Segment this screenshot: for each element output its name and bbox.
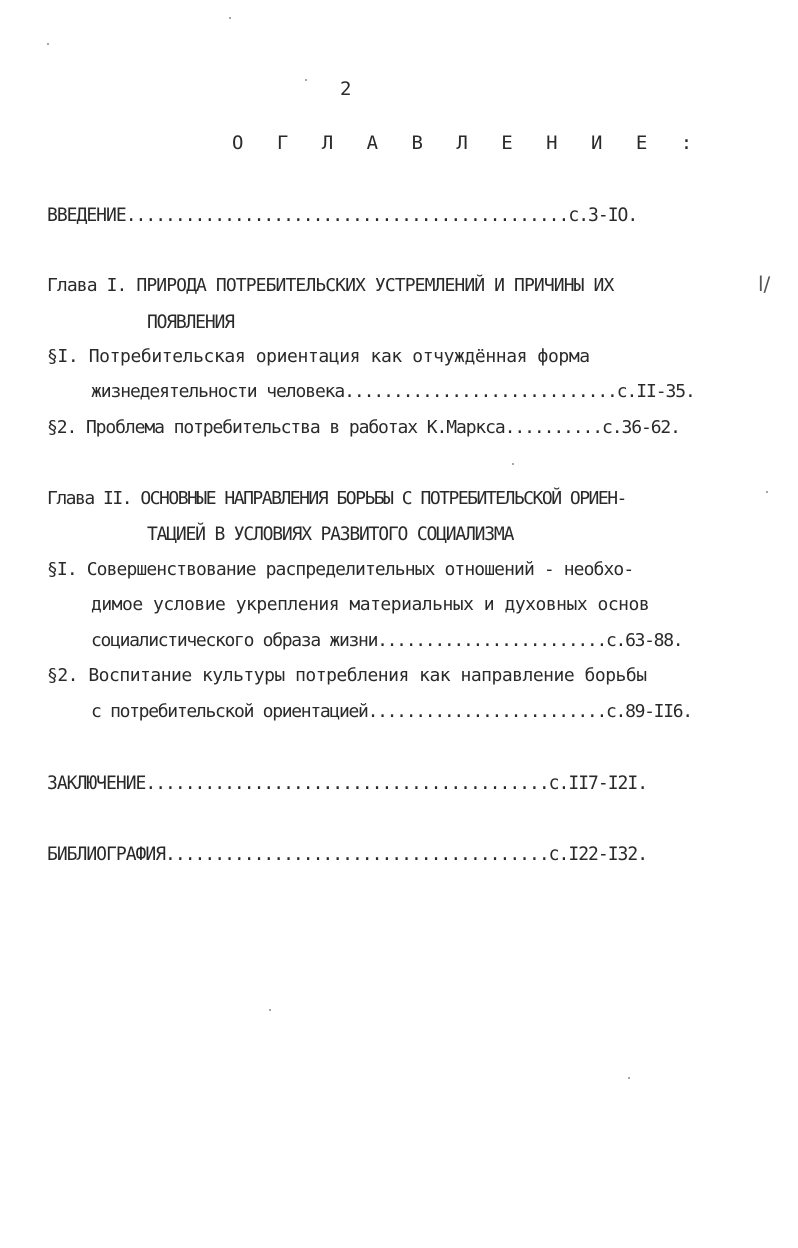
toc-ch1-section-2: §2. Проблема потребительства в работах К.Маркса..........с.36-62. bbox=[47, 417, 680, 438]
toc-entry-introduction: ВВЕДЕНИЕ.............................................с.3-IO. bbox=[47, 204, 638, 227]
toc-ch1-section-1-cont: жизнедеятельности человека............................с.II-35. bbox=[91, 381, 695, 402]
toc-entry-conclusion: ЗАКЛЮЧЕНИЕ.........................................с.II7-I2I. bbox=[47, 772, 648, 795]
toc-chapter-1-title: Глава I. ПРИРОДА ПОТРЕБИТЕЛЬСКИХ УСТРЕМЛЕНИЙ И ПРИЧИНЫ ИХ bbox=[47, 275, 614, 296]
toc-chapter-1-title-cont: ПОЯВЛЕНИЯ bbox=[147, 311, 234, 334]
page-number: 2 bbox=[340, 78, 351, 100]
toc-ch2-section-2: §2. Воспитание культуры потребления как направление борьбы bbox=[47, 665, 647, 686]
toc-heading: О Г Л А В Л Е Н И Е : bbox=[232, 132, 704, 154]
speck bbox=[269, 1009, 271, 1011]
speck bbox=[229, 17, 231, 19]
toc-entry-bibliography: БИБЛИОГРАФИЯ.......................................с.I22-I32. bbox=[47, 843, 648, 866]
toc-chapter-2-title-cont: ТАЦИЕЙ В УСЛОВИЯХ РАЗВИТОГО СОЦИАЛИЗМА bbox=[147, 523, 514, 546]
toc-ch2-section-2-cont: с потребительской ориентацией.........................с.89-II6. bbox=[91, 701, 692, 722]
speck bbox=[628, 1077, 630, 1079]
speck bbox=[512, 463, 514, 465]
toc-ch2-section-1-cont: димое условие укрепления материальных и духовных основ bbox=[91, 594, 650, 615]
toc-chapter-2-title: Глава II. ОСНОВНЫЕ НАПРАВЛЕНИЯ БОРЬБЫ С ПОТРЕБИТЕЛЬСКОЙ ОРИЕН- bbox=[47, 488, 626, 509]
speck bbox=[305, 79, 307, 81]
speck bbox=[47, 43, 49, 45]
toc-ch1-section-1: §I. Потребительская ориентация как отчуждённая форма bbox=[47, 346, 590, 367]
toc-ch2-section-1-cont2: социалистического образа жизни........................с.63-88. bbox=[91, 630, 683, 651]
speck bbox=[766, 491, 768, 493]
handwritten-margin-mark: ⅼ∕ bbox=[758, 272, 771, 296]
toc-ch2-section-1: §I. Совершенствование распределительных отношений - необхо- bbox=[47, 559, 634, 580]
